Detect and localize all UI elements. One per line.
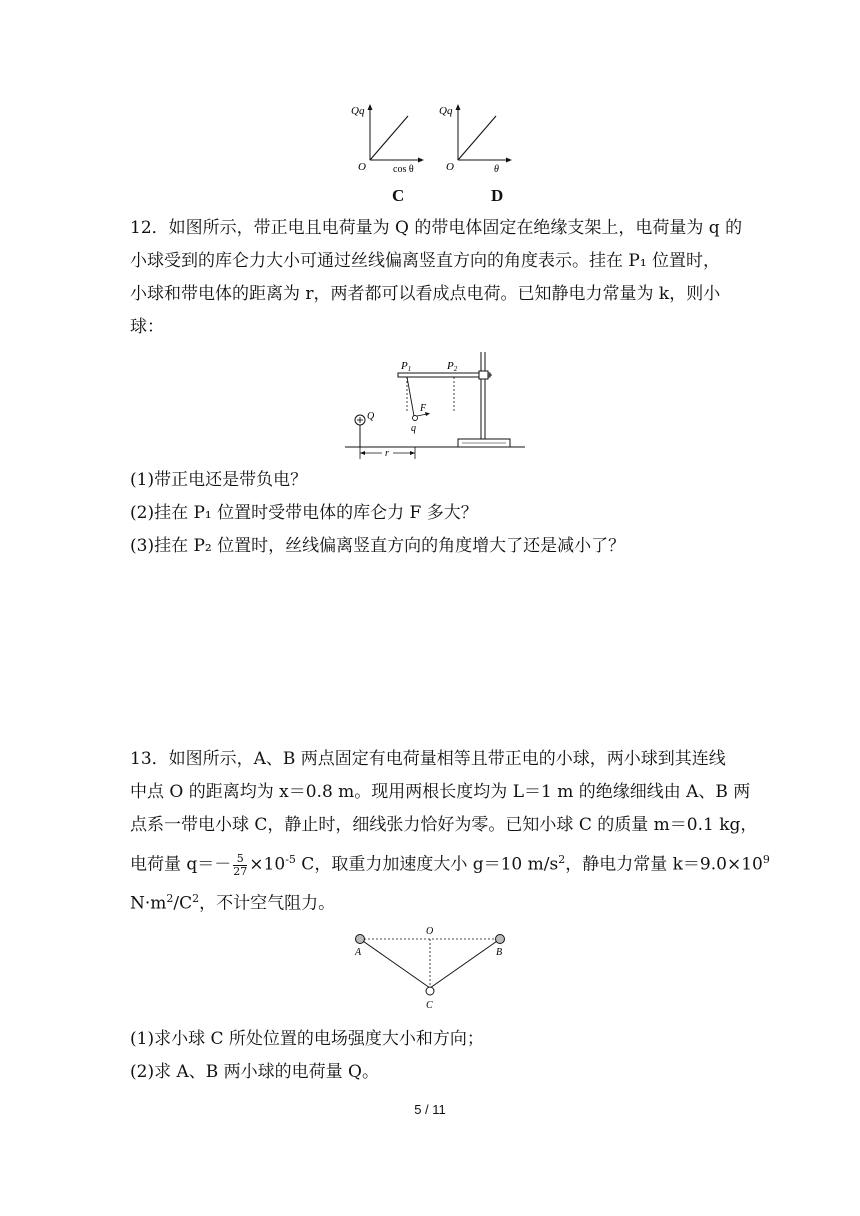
q12-p1-sub: 1 [407, 365, 412, 373]
q13-exp4: 2 [166, 892, 174, 905]
q12-p1-label: P [401, 360, 408, 372]
q12-sub2: (2)挂在 P₁ 位置时受带电体的库仑力 F 多大？ [130, 503, 478, 523]
q13-line4-a: 电荷量 q＝－ [130, 854, 232, 875]
q12-distance-r: r [385, 448, 389, 459]
q12-p2-sub: 2 [453, 365, 458, 373]
c-x-label: cos θ [393, 164, 414, 175]
q12-charge-q: Q [367, 411, 375, 422]
option-c-label: C [392, 186, 405, 205]
q13-line4-b: ×10 [249, 854, 286, 875]
q13-line4-c: C，取重力加速度大小 g＝10 m/s [295, 854, 559, 875]
q13-line5-a: N·m [130, 893, 167, 914]
q13-exp1: -5 [285, 853, 296, 866]
q12-line3: 小球和带电体的距离为 r，两者都可以看成点电荷。已知静电力常量为 k，则小 [130, 284, 721, 304]
svg-text:P2 [446, 360, 458, 373]
q13-line5-b: /C [173, 893, 193, 914]
q12-line1: 12．如图所示，带正电且电荷量为 Q 的带电体固定在绝缘支架上，电荷量为 q 的 [130, 218, 743, 238]
q13-exp2: 2 [558, 853, 566, 866]
q12-sub3: (3)挂在 P₂ 位置时，丝线偏离竖直方向的角度增大了还是减小了？ [130, 536, 626, 556]
c-origin: O [358, 161, 366, 173]
q13-sub2: (2)求 A、B 两小球的电荷量 Q。 [130, 1062, 379, 1082]
q12-line4: 球： [130, 317, 164, 337]
page-number: 5 / 11 [414, 1102, 446, 1117]
q12-ball-q: q [411, 423, 416, 434]
q13-exp5: 2 [192, 892, 200, 905]
q12-figure [340, 347, 530, 462]
q13-line4-d: ，静电力常量 k＝9.0×10 [565, 854, 763, 875]
q13-line3: 点系一带电小球 C，静止时，细线张力恰好为零。已知小球 C 的质量 m＝0.1 kg， [130, 815, 758, 835]
q13-line1: 13．如图所示，A、B 两点固定有电荷量相等且带正电的小球，两小球到其连线 [130, 749, 726, 769]
q13-figure [345, 922, 515, 1014]
q13-line5-c: ，不计空气阻力。 [199, 893, 336, 914]
c-y-label: Qq [351, 105, 365, 117]
q12-force-f: F [420, 403, 427, 414]
q13-frac-num: 5 [233, 853, 247, 866]
q13-label-c: C [426, 1000, 433, 1011]
q13-line2: 中点 O 的距离均为 x＝0.8 m。现用两根长度均为 L＝1 m 的绝缘细线由 A、B 两 [130, 782, 751, 802]
svg-text:P1 [400, 360, 411, 373]
q13-line4 [130, 846, 770, 879]
q13-frac-den: 27 [233, 864, 248, 878]
q13-line5 [130, 889, 335, 914]
d-origin: O [446, 161, 454, 173]
q12-p2-label: P [447, 360, 454, 372]
q13-label-o: O [426, 926, 434, 937]
q13-label-b: B [496, 947, 503, 958]
option-graph-c [348, 100, 428, 175]
q13-fraction [233, 853, 247, 878]
option-graph-d [436, 100, 516, 175]
q12-line2: 小球受到的库仑力大小可通过丝线偏离竖直方向的角度表示。挂在 P₁ 位置时， [130, 251, 721, 271]
q13-sub1: (1)求小球 C 所处位置的电场强度大小和方向； [130, 1029, 484, 1049]
q12-sub1: (1)带正电还是带负电？ [130, 470, 308, 490]
option-d-label: D [491, 186, 504, 205]
d-x-label: θ [494, 164, 499, 175]
q13-exp3: 9 [762, 853, 770, 866]
d-y-label: Qq [439, 105, 453, 117]
q13-label-a: A [355, 947, 362, 958]
